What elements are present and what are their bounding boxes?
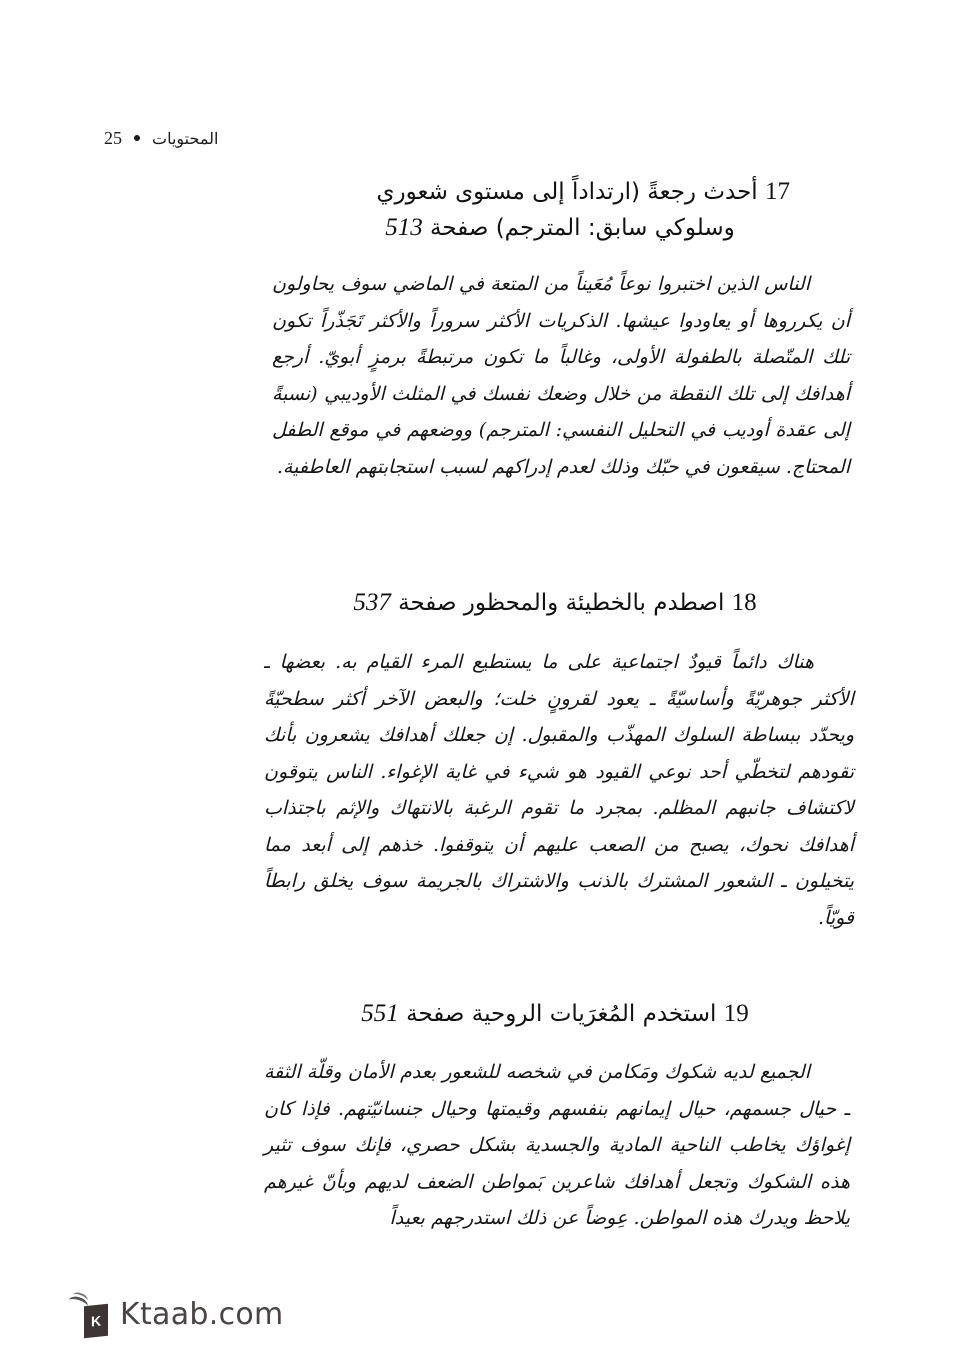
section-page-ref: 513 xyxy=(385,214,423,241)
paragraph-text: هناك دائماً قيودٌ اجتماعية على ما يستطيع المرء القيام به. بعضها ـ الأكثر جوهريّةً وأساسيّةً ـ يعود لقرونٍ خلت؛ والبعض الآخر أكثر سطحيّةً ويحدّد ببساطة السلوك المهذّب والمقبول. إن جعلك أهدافك يشعرون بأنك تقودهم لتخطّي أحد نوعي القيود هو شيء في غاية الإغواء. الناس يتوقون لاكتشاف جانبهم المظلم. بمجرد ما تقوم الرغبة بالانتهاك والإثم باجتذاب أهدافك نحوك، يصبح من الصعب عليهم أن يتوقفوا. خذهم إلى أبعد مما يتخيلون ـ الشعور المشترك بالذنب والاشتراك بالجريمة سوف يخلق رابطاً قويّاً. xyxy=(264,651,854,929)
section-title-text: اصطدم بالخطيئة والمحظور صفحة xyxy=(398,590,725,616)
section-number: 18 xyxy=(731,589,757,616)
page-number: 25 xyxy=(104,127,122,148)
section-19-body xyxy=(264,1054,850,1237)
section-17-title-line2 xyxy=(330,210,790,246)
bullet-separator xyxy=(134,135,140,141)
section-number: 19 xyxy=(723,1000,749,1027)
section-18-title xyxy=(330,585,780,621)
section-number: 17 xyxy=(765,178,790,205)
section-17-body xyxy=(272,266,850,485)
paragraph-text: الناس الذين اختبروا نوعاً مُعَيناً من المتعة في الماضي سوف يحاولون أن يكرروها أو يعاودوا عيشها. الذكريات الأكثر سروراً والأكثر تَجَذّراً تكون تلك المتّصلة بالطفولة الأولى، وغالباً ما تكون مرتبطةً برمزٍ أبويّ. أرجع أهدافك إلى تلك النقطة من خلال وضعك نفسك في المثلث الأوديبي (نسبةً إلى عقدة أوديب في التحليل النفسي: المترجم) ووضعهم في موقع الطفل المحتاج. سيقعون في حبّك وذلك لعدم إدراكهم لسبب استجابتهم العاطفية. xyxy=(272,273,850,478)
section-title-text: أحدث رجعةً (ارتداداً إلى مستوى شعوري xyxy=(376,179,758,205)
section-title-text: استخدم المُغرَيات الروحية صفحة xyxy=(406,1001,717,1027)
section-title-text: وسلوكي سابق: المترجم) صفحة xyxy=(430,215,735,241)
section-19-title-line1 xyxy=(330,996,780,1032)
section-17-title xyxy=(330,174,790,246)
section-page-ref: 551 xyxy=(361,1000,399,1027)
running-head-title: المحتويات xyxy=(152,128,219,148)
section-17-title-line1 xyxy=(330,174,790,210)
book-cover-icon: K xyxy=(84,1304,108,1339)
running-head xyxy=(104,124,244,152)
section-19-title xyxy=(330,996,780,1032)
book-icon xyxy=(62,1291,108,1337)
section-18-title-line1 xyxy=(330,585,780,621)
brand-name: Ktaab.com xyxy=(120,1296,284,1332)
ktaab-logo[interactable] xyxy=(62,1291,284,1337)
section-page-ref: 537 xyxy=(353,589,391,616)
paragraph-text: الجميع لديه شكوك ومَكامن في شخصه للشعور بعدم الأمان وقلّة الثقة ـ حيال جسمهم، حيال إيمانهم بنفسهم وقيمتها وحيال جنسانيّتهم. فإذا كان إغواؤك يخاطب الناحية المادية والجسدية بشكل حصري، فإنك سوف تثير هذه الشكوك وتجعل أهدافك شاعرين بَمواطن الضعف لديهم وبأنّ غيرهم يلاحظ ويدرك هذه المواطن. عِوضاً عن ذلك استدرجهم بعيداً xyxy=(264,1061,850,1229)
section-18-body xyxy=(264,644,854,936)
